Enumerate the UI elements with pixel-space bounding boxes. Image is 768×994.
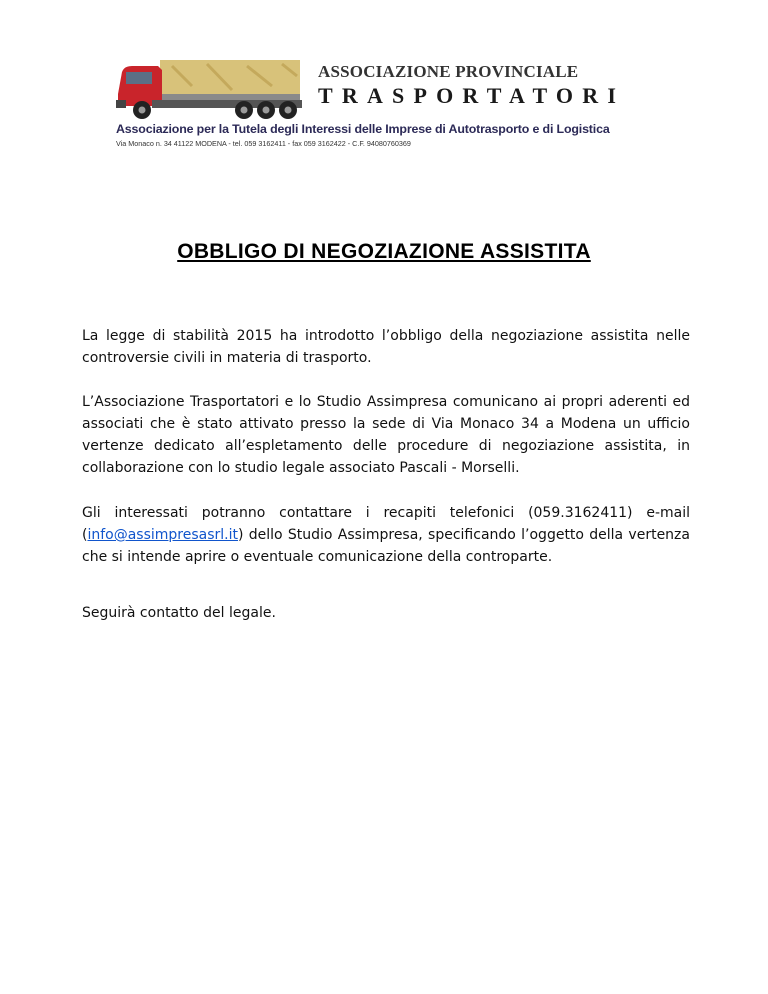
truck-icon <box>112 56 307 120</box>
paragraph-contact-text-after: ) dello Studio Assimpresa, specificando l’oggetto della vertenza che si intende aprire o eventuale comunicazione della controparte. <box>82 527 690 565</box>
org-tagline: Associazione per la Tutela degli Interessi delle Imprese di Autotrasporto e di Logistica <box>116 122 610 136</box>
paragraph-contact-text-before: Gli interessati potranno contattare i recapiti telefonici (059.3162411) e-mail ( <box>82 505 690 543</box>
paragraph-announcement: L’Associazione Trasportatori e lo Studio Assimpresa comunicano ai propri aderenti ed associati che è stato attivato presso la sede di Via Monaco 34 a Modena un ufficio vertenze dedicato all’espletamento delle procedure di negoziazione assistita, in collaborazione con lo studio legale associato Pascali - Morselli. <box>82 394 690 476</box>
paragraph-contact <box>82 502 690 568</box>
email-link[interactable]: info@assimpresasrl.it <box>87 527 239 543</box>
letterhead <box>112 56 697 152</box>
document-title: OBBLIGO DI NEGOZIAZIONE ASSISTITA <box>177 240 591 263</box>
org-address: Via Monaco n. 34 41122 MODENA - tel. 059 3162411 - fax 059 3162422 - C.F. 94080760369 <box>116 139 411 148</box>
paragraph-closing: Seguirà contatto del legale. <box>82 605 276 621</box>
paragraph-intro: La legge di stabilità 2015 ha introdotto l’obbligo della negoziazione assistita nelle controversie civili in materia di trasporto. <box>82 328 690 366</box>
org-name-line2: TRASPORTATORI <box>318 83 626 108</box>
org-name-line1: ASSOCIAZIONE PROVINCIALE <box>318 62 579 81</box>
